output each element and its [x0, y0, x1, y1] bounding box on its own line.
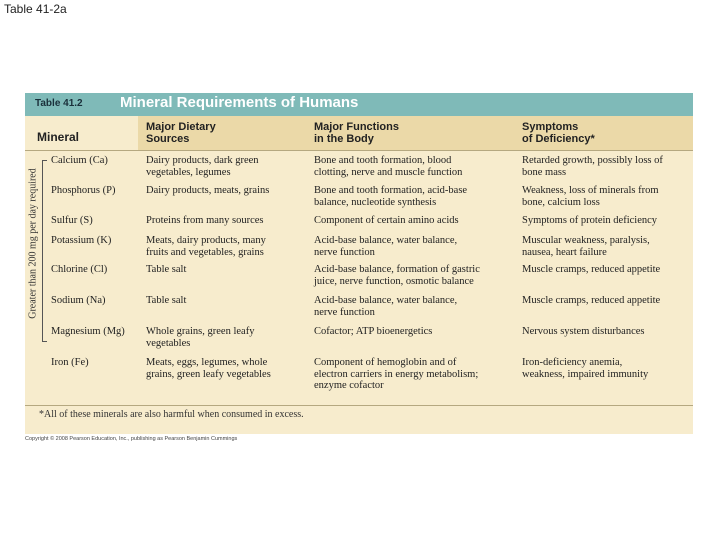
- cell-line: Acid-base balance, water balance,: [314, 295, 458, 306]
- cell-mineral: Calcium (Ca): [51, 155, 108, 166]
- cell-line: Dairy products, meats, grains: [146, 185, 270, 196]
- cell-line: Table salt: [146, 295, 187, 306]
- cell-line: Bone and tooth formation, acid-base: [314, 185, 468, 196]
- table-title-bar: [25, 93, 693, 116]
- cell-symptoms: [522, 295, 660, 307]
- cell-line: Whole grains, green leafy: [146, 326, 255, 337]
- cell-sources: [146, 264, 186, 276]
- table-label: Table 41.2: [35, 98, 83, 109]
- cell-line: Cofactor; ATP bioenergetics: [314, 326, 433, 337]
- cell-line: Proteins from many sources: [146, 215, 264, 226]
- footnote: *All of these minerals are also harmful when consumed in excess.: [39, 409, 304, 420]
- cell-line: Table salt: [146, 264, 187, 275]
- cell-line: Acid-base balance, water balance,: [314, 235, 458, 246]
- cell-line: clotting, nerve and muscle function: [314, 166, 463, 178]
- cell-symptoms: [522, 326, 644, 338]
- cell-line: Muscle cramps, reduced appetite: [522, 295, 661, 306]
- cell-line: nausea, heart failure: [522, 246, 607, 258]
- cell-line: Component of hemoglobin and of: [314, 357, 457, 368]
- cell-line: Muscular weakness, paralysis,: [522, 235, 650, 246]
- cell-symptoms: [522, 215, 657, 227]
- cell-line: Nervous system disturbances: [522, 326, 645, 337]
- cell-mineral: Sulfur (S): [51, 215, 93, 226]
- cell-mineral: Sodium (Na): [51, 295, 106, 306]
- slide-title: Table 41-2a: [4, 2, 67, 16]
- header-rule: [25, 150, 693, 151]
- cell-mineral: Potassium (K): [51, 235, 112, 246]
- table-title: Mineral Requirements of Humans: [120, 94, 359, 111]
- cell-line: Component of certain amino acids: [314, 215, 459, 226]
- cell-functions: [314, 235, 457, 258]
- cell-sources: [146, 326, 254, 349]
- cell-line: fruits and vegetables, grains: [146, 246, 264, 258]
- cell-line: nerve function: [314, 246, 375, 258]
- cell-line: balance, nucleotide synthesis: [314, 196, 437, 208]
- cell-line: nerve function: [314, 306, 375, 318]
- cell-functions: [314, 326, 432, 338]
- cell-line: Bone and tooth formation, blood: [314, 155, 452, 166]
- cell-symptoms: [522, 185, 659, 208]
- cell-sources: [146, 215, 264, 227]
- cell-functions: [314, 185, 467, 208]
- cell-line: Meats, dairy products, many: [146, 235, 266, 246]
- cell-line: Dairy products, dark green: [146, 155, 259, 166]
- cell-line: grains, green leafy vegetables: [146, 368, 271, 380]
- column-header-mineral: Mineral: [37, 130, 80, 144]
- cell-line: juice, nerve function, osmotic balance: [314, 275, 474, 287]
- cell-sources: [146, 155, 259, 178]
- cell-line: vegetables, legumes: [146, 166, 231, 178]
- cell-mineral: Chlorine (Cl): [51, 264, 108, 275]
- cell-symptoms: [522, 357, 648, 380]
- column-header-symptoms: Symptoms of Deficiency*: [522, 121, 595, 145]
- mineral-table-figure: Table 41.2 Mineral Requirements of Humans Mineral Major Dietary Sources Major Functions in the Body Symptoms of Deficiency* Greater than 200 mg per day required Calcium (Ca) Dairy products, dark green vegetables, legumes Bone and tooth formation, blood clotting, nerve and muscle function Retarded growth, possibly loss of bone mass Phosphorus (P) Dairy products, meats, grains Bone and tooth formation, acid-base balance, nucleotide synthesis Weakness, loss of minerals from bone, calcium loss Sulfur (S) Proteins from many sources Component of certain amino acids Symptoms of protein deficiency Potassium (K) Meats, dairy products, many fruits and vegetables, grains Acid-base balance, water balance, nerve function Muscular weakness, paralysis, nausea, heart failure Chlorine (Cl) Table salt Acid-base balance, formation of gastric juice, nerve function, osmotic balance Muscle cramps, reduced appetite Sodium (Na) Table salt Acid-base balance, water balance, nerve function Muscle cramps, reduced appetite Magnesium (Mg) Whole grains, green leafy vegetables Cofactor; ATP bioenergetics Nervous system disturbances Iron (Fe) Meats, eggs, legumes, whole grains, green leafy vegetables Component of hemoglobin and of electron carriers in energy metabolism; enzyme cofactor Iron-deficiency anemia, weakness, impaired immunity *All of these minerals are also harmful when consumed in excess.: [25, 93, 693, 434]
- cell-sources: [146, 295, 186, 307]
- cell-mineral: Magnesium (Mg): [51, 326, 125, 337]
- cell-mineral: Phosphorus (P): [51, 185, 116, 196]
- cell-line: Iron-deficiency anemia,: [522, 357, 623, 368]
- cell-line: Muscle cramps, reduced appetite: [522, 264, 661, 275]
- cell-sources: [146, 235, 266, 258]
- cell-line: electron carriers in energy metabolism;: [314, 368, 479, 380]
- cell-line: Symptoms of protein deficiency: [522, 215, 658, 226]
- cell-line: Retarded growth, possibly loss of: [522, 155, 663, 166]
- cell-functions: [314, 295, 457, 318]
- cell-functions: [314, 215, 459, 227]
- column-header-functions: Major Functions in the Body: [314, 121, 399, 145]
- cell-mineral: Iron (Fe): [51, 357, 89, 368]
- cell-line: Meats, eggs, legumes, whole: [146, 357, 268, 368]
- cell-line: Acid-base balance, formation of gastric: [314, 264, 480, 275]
- cell-line: vegetables: [146, 337, 191, 349]
- copyright-notice: Copyright © 2008 Pearson Education, Inc., publishing as Pearson Benjamin Cummings: [25, 436, 238, 442]
- cell-functions: [314, 264, 480, 287]
- column-header-sources: Major Dietary Sources: [146, 121, 216, 145]
- column-header-band: [138, 116, 693, 150]
- cell-symptoms: [522, 264, 660, 276]
- cell-line: bone mass: [522, 166, 567, 178]
- cell-line: Weakness, loss of minerals from: [522, 185, 659, 196]
- cell-symptoms: [522, 235, 650, 258]
- cell-functions: [314, 155, 462, 178]
- cell-line: weakness, impaired immunity: [522, 368, 649, 380]
- cell-line: enzyme cofactor: [314, 380, 384, 391]
- cell-sources: [146, 357, 271, 380]
- side-bracket: [42, 160, 47, 342]
- cell-functions: [314, 357, 478, 392]
- cell-symptoms: [522, 155, 663, 178]
- footnote-rule: [25, 405, 693, 406]
- cell-sources: [146, 185, 269, 197]
- cell-line: bone, calcium loss: [522, 196, 600, 208]
